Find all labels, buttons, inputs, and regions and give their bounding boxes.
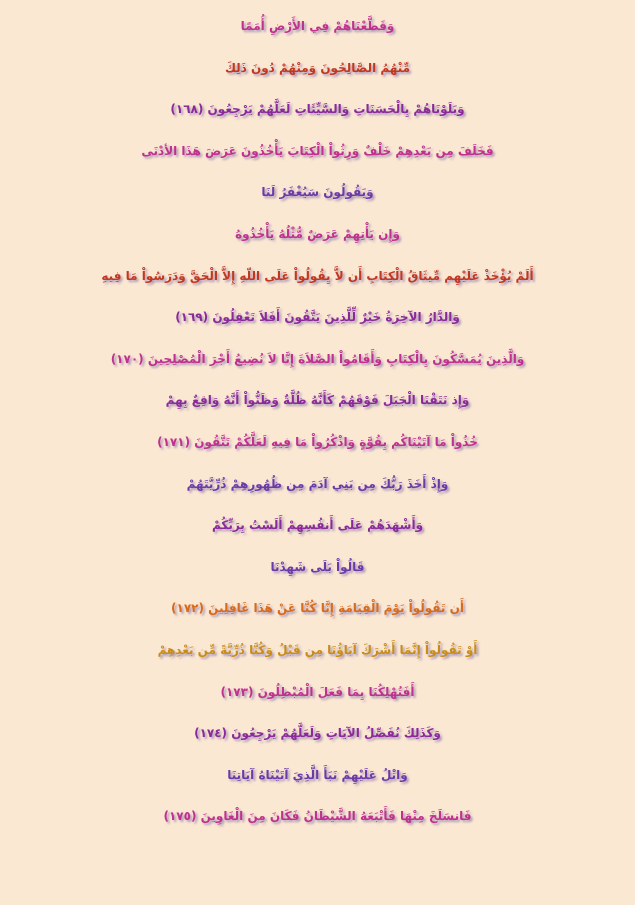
verse-line: مِّنْهُمُ الصَّالِحُونَ وَمِنْهُمْ دُونَ ذَلِكَ [224,60,411,75]
verse-line: وَالدَّارُ الآخِرَةُ خَيْرٌ لِّلَّذِينَ يَتَّقُونَ أَفَلاَ تَعْقِلُونَ (١٦٩) [175,310,460,325]
verse-line: أَن تَقُولُواْ يَوْمَ الْقِيَامَةِ إِنَّا كُنَّا عَنْ هَذَا غَافِلِينَ (١٧٢) [171,601,464,616]
verse-line: وَقَطَّعْنَاهُمْ فِي الأَرْضِ أُمَمًا [240,19,395,33]
verse-line: أَلَمْ يُؤْخَذْ عَلَيْهِم مِّيثَاقُ الْكِتَابِ أَن لاَّ يِقُولُواْ عَلَى اللّهِ إِلاَّ الْحَقَّ وَدَرَسُواْ مَا فِيهِ [101,268,534,283]
verse-line: أَفَتُهْلِكُنَا بِمَا فَعَلَ الْمُبْطِلُونَ (١٧٣) [220,684,415,699]
verse-line: وَإِذْ أَخَذَ رَبُّكَ مِن بَنِي آدَمَ مِن ظُهُورِهِمْ ذُرِّيَّتَهُمْ [186,476,449,491]
verse-line: وَاتْلُ عَلَيْهِمْ نَبَأَ الَّذِيَ آتَيْنَاهُ آيَاتِنَا [227,767,408,782]
verse-line: أَوْ تَقُولُواْ إِنَّمَا أَشْرَكَ آبَاؤُنَا مِن قَبْلُ وَكُنَّا ذُرِّيَّةً مِّن بَعْدِهِمْ [157,643,478,657]
verse-line: وَإِذ نَتَقْنَا الْجَبَلَ فَوْقَهُمْ كَأَنَّهُ ظُلَّةٌ وَظَنُّواْ أَنَّهُ وَاقِعٌ بِهِمْ [165,393,470,408]
verse-line: قَالُواْ بَلَى شَهِدْنَا [270,559,365,574]
verse-line: وَيَقُولُونَ سَيُغْفَرُ لَنَا [261,185,374,200]
verse-line: وَبَلَوْنَاهُمْ بِالْحَسَنَاتِ وَالسَّيِّئَاتِ لَعَلَّهُمْ يَرْجِعُونَ (١٦٨) [170,102,465,117]
verse-line: خُذُواْ مَا آتَيْنَاكُم بِقُوَّةٍ وَاذْكُرُواْ مَا فِيهِ لَعَلَّكُمْ تَتَّقُونَ (١٧١) [157,435,478,449]
verse-line: وَإِن يَأْتِهِمْ عَرَضٌ مُّثْلُهُ يَأْخُذُوهُ [235,227,400,241]
verse-line: وَكَذَلِكَ نُفَصِّلُ الآيَاتِ وَلَعَلَّهُمْ يَرْجِعُونَ (١٧٤) [194,726,441,741]
verse-line: فَانسَلَخَ مِنْهَا فَأَتْبَعَهُ الشَّيْطَانُ فَكَانَ مِنَ الْغَاوِينَ (١٧٥) [163,809,472,824]
verse-line: وَالَّذِينَ يُمَسَّكُونَ بِالْكِتَابِ وَأَقَامُواْ الصَّلاَةَ إِنَّا لاَ نُضِيعُ أَجْرَ الْمُصْلِحِينَ (١٧٠) [110,351,525,366]
verse-list [0,6,635,899]
verse-line: وَأَشْهَدَهُمْ عَلَى أَنفُسِهِمْ أَلَسْتُ بِرَبِّكُمْ [211,518,424,533]
verse-line: فَخَلَفَ مِن بَعْدِهِمْ خَلْفٌ وَرِثُواْ الْكِتَابَ يَأْخُذُونَ عَرَضَ هَذَا الأدْنَى [141,143,494,158]
